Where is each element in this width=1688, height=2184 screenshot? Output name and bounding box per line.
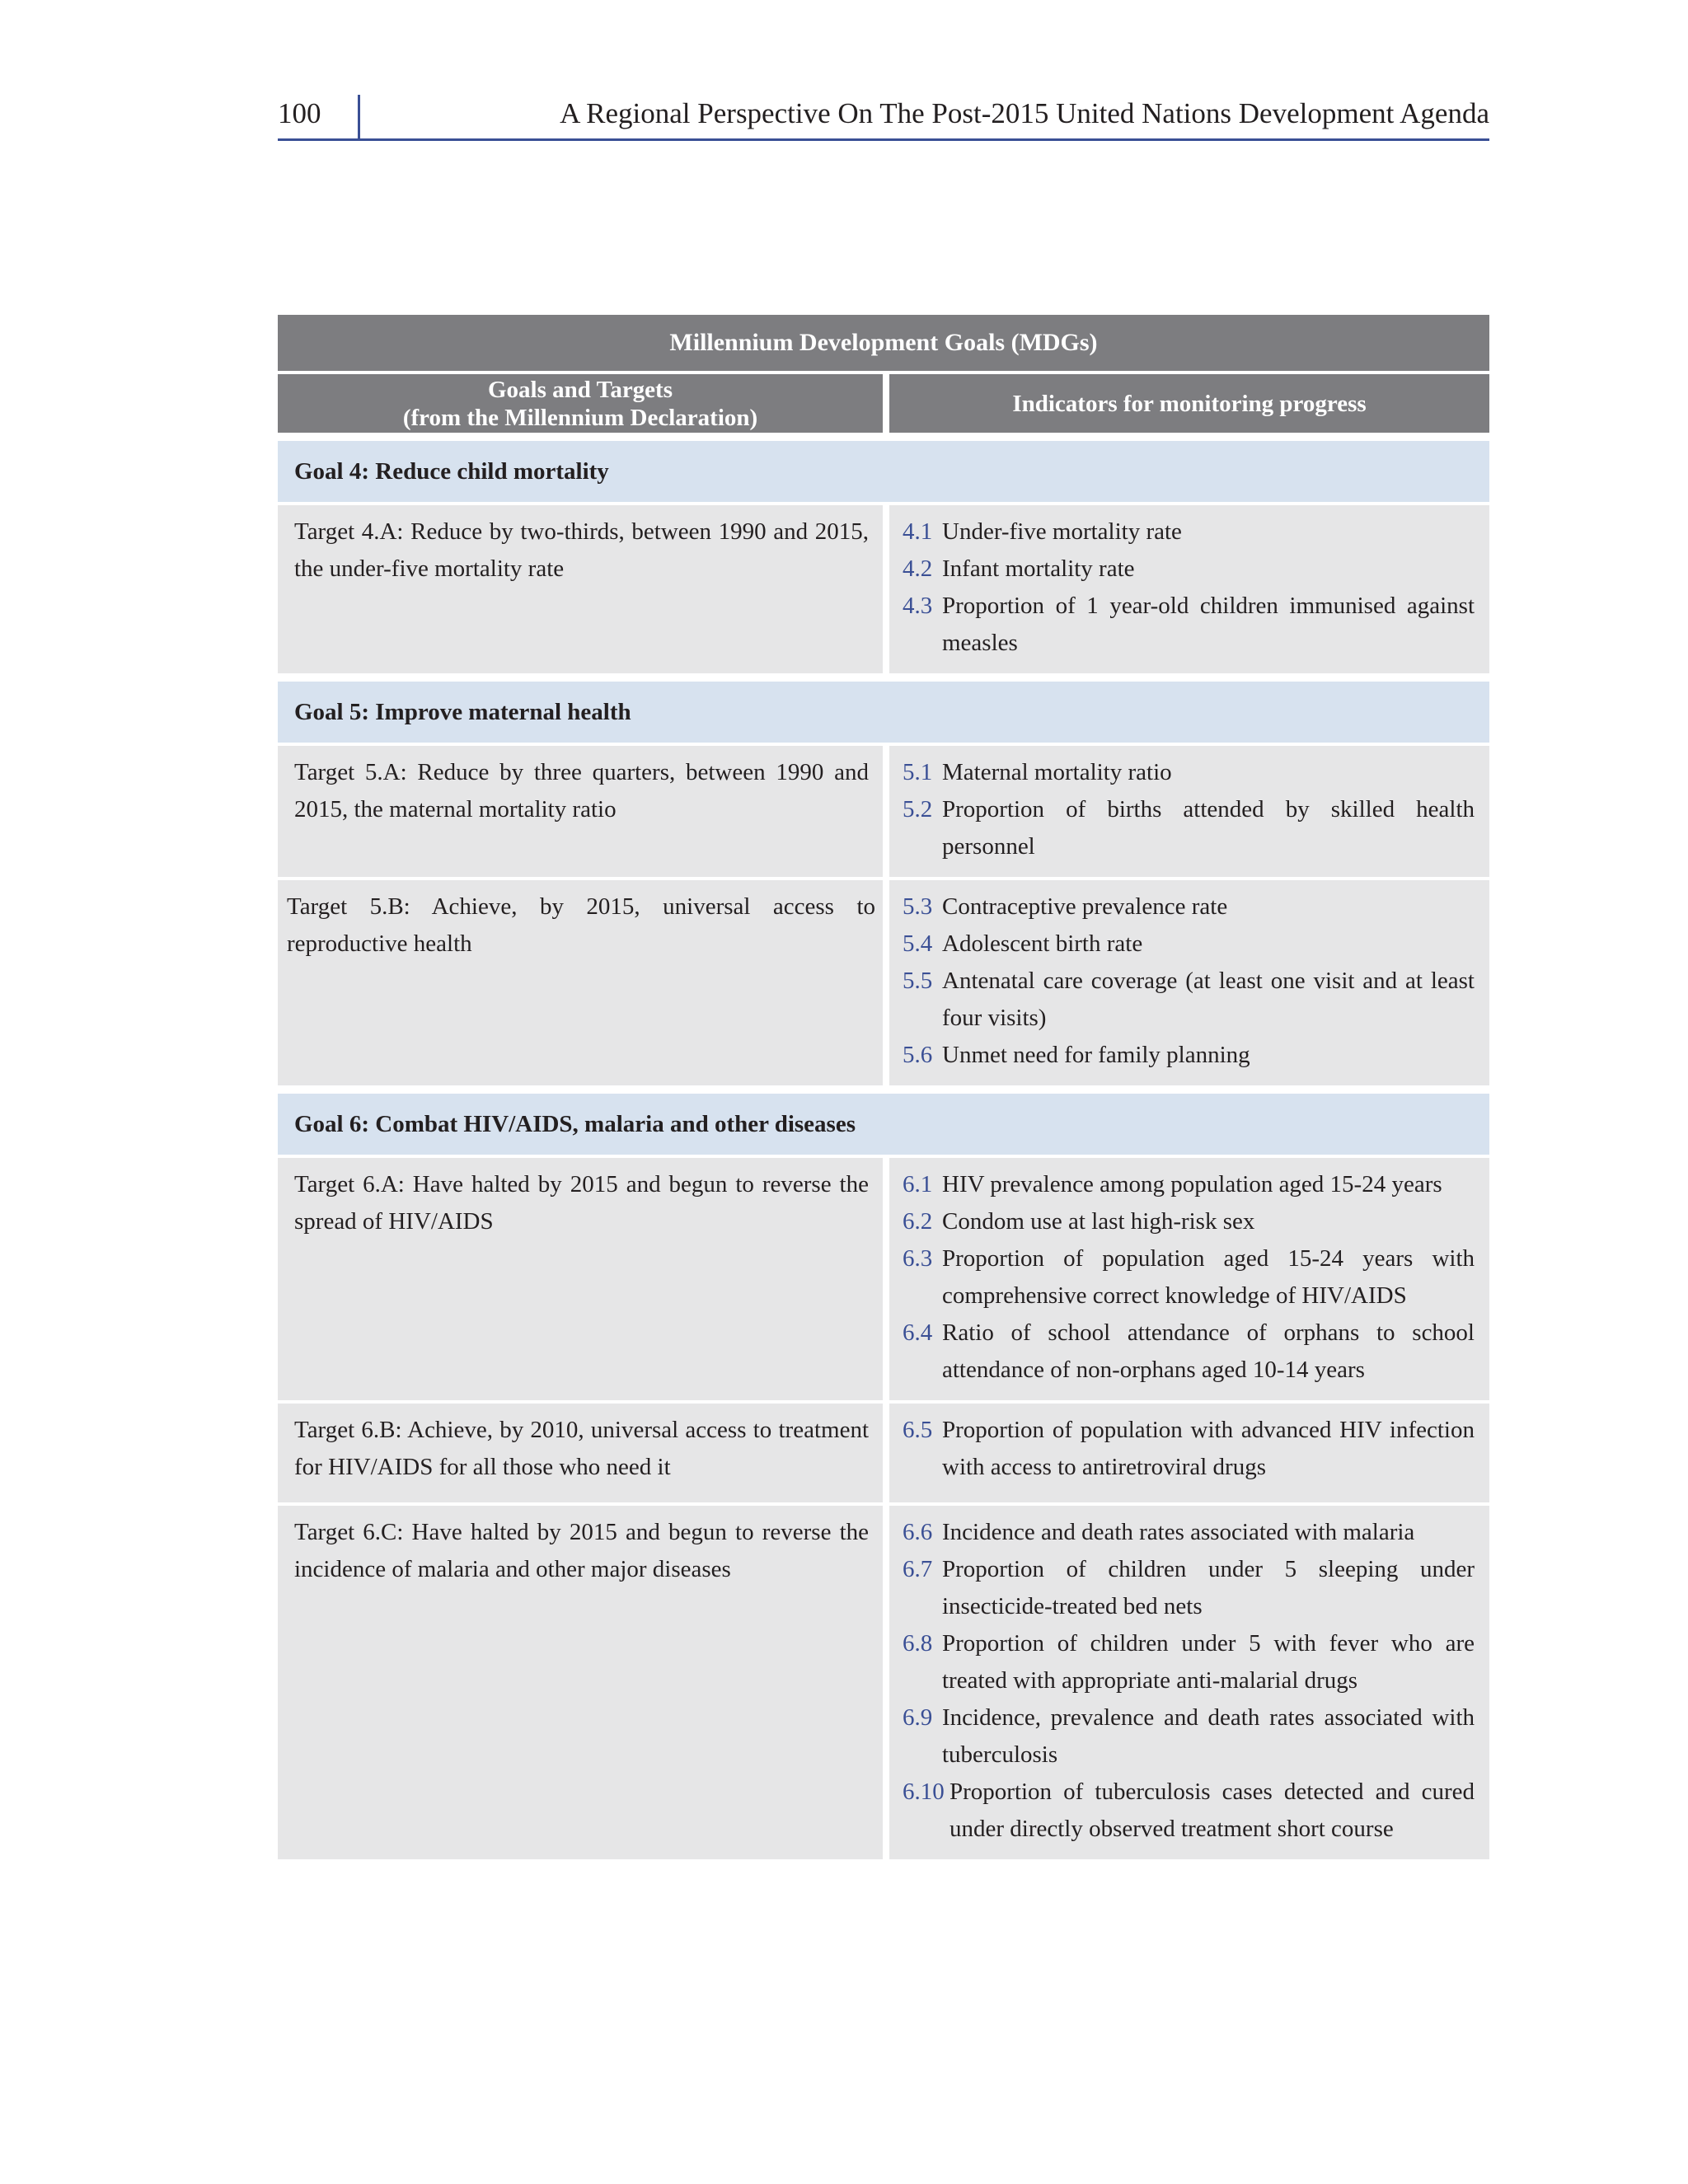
running-title: A Regional Perspective On The Post-2015 United Nations Development Agenda: [560, 97, 1489, 129]
indicator-number: 5.1: [903, 759, 933, 785]
indicator-text: Antenatal care coverage (at least one visit and at least four visits): [942, 968, 1475, 1031]
goal-heading: Goal 4: Reduce child mortality: [278, 441, 1489, 502]
indicator-number: 5.5: [903, 968, 933, 994]
target-row: [278, 746, 1489, 877]
indicator-item: [903, 963, 1475, 1037]
indicator-item: [903, 1625, 1475, 1699]
indicator-item: [903, 791, 1475, 865]
indicator-list: [889, 1404, 1489, 1502]
indicator-text: Proportion of tuberculosis cases detected and cured under directly observed treatment short course: [950, 1779, 1475, 1842]
mdg-table: [278, 315, 1489, 1859]
table-title: Millennium Development Goals (MDGs): [278, 315, 1489, 371]
indicator-text: Maternal mortality ratio: [942, 759, 1172, 785]
indicator-number: 4.3: [903, 593, 933, 619]
column-header-goals-line2: (from the Millennium Declaration): [402, 404, 758, 431]
indicator-text: Infant mortality rate: [942, 555, 1135, 582]
indicator-item: [903, 588, 1475, 662]
table-body: [278, 433, 1489, 1859]
target-text: Target 6.C: Have halted by 2015 and begun to reverse the incidence of malaria and other major diseases: [278, 1506, 883, 1859]
indicator-text: Proportion of population aged 15-24 years with comprehensive correct knowledge of HIV/AIDS: [942, 1245, 1475, 1309]
indicator-number: 6.4: [903, 1319, 933, 1346]
target-text: Target 5.B: Achieve, by 2015, universal access to reproductive health: [278, 880, 883, 1085]
indicator-item: [903, 926, 1475, 963]
indicator-item: [903, 1412, 1475, 1486]
indicator-number: 5.2: [903, 796, 933, 823]
indicator-list: [889, 505, 1489, 673]
indicator-text: Unmet need for family planning: [942, 1042, 1250, 1068]
indicator-item: [903, 513, 1475, 551]
column-header-indicators: Indicators for monitoring progress: [889, 374, 1489, 433]
target-row: [278, 880, 1489, 1085]
indicator-list: [889, 1158, 1489, 1400]
indicator-number: 6.1: [903, 1171, 933, 1197]
indicator-list: [889, 746, 1489, 877]
indicator-item: [903, 1315, 1475, 1389]
indicator-item: [903, 888, 1475, 926]
goal-heading: Goal 5: Improve maternal health: [278, 682, 1489, 743]
indicator-number: 5.3: [903, 893, 933, 920]
indicator-text: Adolescent birth rate: [942, 930, 1143, 957]
column-header-row: [278, 374, 1489, 433]
indicator-number: 6.8: [903, 1630, 933, 1657]
target-text: Target 6.B: Achieve, by 2010, universal access to treatment for HIV/AIDS for all those who need it: [278, 1404, 883, 1502]
column-header-goals-line1: Goals and Targets: [488, 376, 673, 403]
indicator-number: 6.10: [903, 1779, 945, 1805]
target-text: Target 6.A: Have halted by 2015 and begun to reverse the spread of HIV/AIDS: [278, 1158, 883, 1400]
indicator-item: [903, 754, 1475, 791]
indicator-list: [889, 880, 1489, 1085]
target-row: [278, 505, 1489, 673]
indicator-number: 4.2: [903, 555, 933, 582]
indicator-number: 6.6: [903, 1519, 933, 1545]
indicator-item: [903, 1037, 1475, 1074]
indicator-text: Under-five mortality rate: [942, 518, 1182, 545]
indicator-text: Ratio of school attendance of orphans to school attendance of non-orphans aged 10-14 years: [942, 1319, 1475, 1383]
indicator-text: Proportion of births attended by skilled health personnel: [942, 796, 1475, 860]
page-number: 100: [278, 97, 321, 129]
indicator-list: [889, 1506, 1489, 1859]
indicator-number: 6.2: [903, 1208, 933, 1235]
indicator-text: Incidence and death rates associated with malaria: [942, 1519, 1415, 1545]
indicator-text: Proportion of 1 year-old children immunised against measles: [942, 593, 1475, 656]
indicator-number: 6.3: [903, 1245, 933, 1272]
indicator-text: Proportion of population with advanced HIV infection with access to antiretroviral drugs: [942, 1417, 1475, 1480]
indicator-number: 5.4: [903, 930, 933, 957]
indicator-item: [903, 1240, 1475, 1315]
indicator-text: Incidence, prevalence and death rates associated with tuberculosis: [942, 1704, 1475, 1768]
indicator-item: [903, 1774, 1475, 1848]
indicator-item: [903, 1514, 1475, 1551]
indicator-text: Condom use at last high-risk sex: [942, 1208, 1255, 1235]
indicator-number: 4.1: [903, 518, 933, 545]
indicator-number: 6.9: [903, 1704, 933, 1731]
indicator-text: Contraceptive prevalence rate: [942, 893, 1228, 920]
goal-heading: Goal 6: Combat HIV/AIDS, malaria and other diseases: [278, 1094, 1489, 1155]
indicator-item: [903, 1551, 1475, 1625]
running-header: [278, 92, 1489, 141]
target-text: Target 4.A: Reduce by two-thirds, between 1990 and 2015, the under-five mortality rate: [278, 505, 883, 673]
indicator-number: 6.5: [903, 1417, 933, 1443]
indicator-item: [903, 1699, 1475, 1774]
indicator-item: [903, 1166, 1475, 1203]
header-divider: [358, 95, 360, 139]
indicator-item: [903, 1203, 1475, 1240]
goal-spacer: [278, 433, 1489, 441]
goal-spacer: [278, 1085, 1489, 1094]
indicator-text: Proportion of children under 5 with fever who are treated with appropriate anti-malarial drugs: [942, 1630, 1475, 1694]
goal-spacer: [278, 673, 1489, 682]
indicator-text: HIV prevalence among population aged 15-24 years: [942, 1171, 1442, 1197]
target-row: [278, 1506, 1489, 1859]
target-text: Target 5.A: Reduce by three quarters, between 1990 and 2015, the maternal mortality ratio: [278, 746, 883, 877]
indicator-number: 6.7: [903, 1556, 933, 1582]
target-row: [278, 1158, 1489, 1400]
column-header-goals: [278, 374, 883, 433]
indicator-text: Proportion of children under 5 sleeping under insecticide-treated bed nets: [942, 1556, 1475, 1619]
indicator-item: [903, 551, 1475, 588]
target-row: [278, 1404, 1489, 1502]
indicator-number: 5.6: [903, 1042, 933, 1068]
